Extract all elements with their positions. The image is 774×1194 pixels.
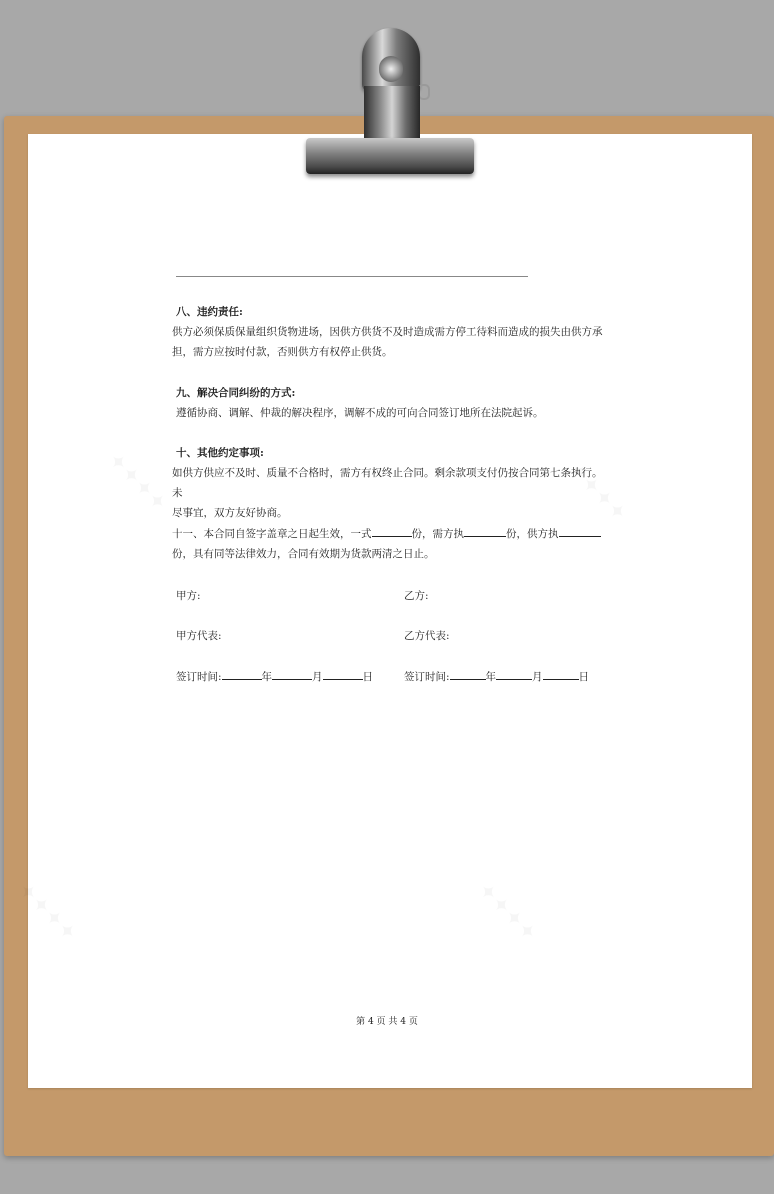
signature-parties-row	[176, 588, 616, 603]
document-page	[28, 134, 752, 1088]
clause-text: 份，需方执	[411, 528, 464, 540]
clause-text: 份，供方执	[506, 528, 559, 540]
section-line: 尽事宜，双方友好协商。	[172, 507, 288, 519]
page-number: 第 4 页 共 4 页	[356, 1017, 418, 1027]
supplier-copies-blank[interactable]	[559, 525, 601, 537]
year-label: 年	[261, 671, 273, 683]
month-blank[interactable]	[496, 668, 532, 680]
date-label: 签订时间:	[404, 671, 450, 683]
month-blank[interactable]	[272, 668, 312, 680]
month-label: 月	[532, 671, 543, 683]
signature-date-row	[176, 668, 616, 684]
buyer-copies-blank[interactable]	[464, 525, 506, 537]
divider-line	[176, 276, 528, 277]
year-label: 年	[485, 671, 497, 683]
day-blank[interactable]	[543, 668, 579, 680]
day-label: 日	[578, 671, 590, 683]
date-label: 签订时间:	[176, 671, 222, 683]
section-dispute-resolution	[172, 383, 612, 423]
section-line: 担，需方应按时付款，否则供方有权停止供货。	[172, 346, 393, 358]
day-blank[interactable]	[323, 668, 363, 680]
rep-a-label: 甲方代表:	[176, 630, 222, 642]
party-b-label: 乙方:	[404, 590, 429, 602]
year-blank[interactable]	[222, 668, 262, 680]
clip-neck	[364, 86, 420, 144]
clause-text: 份，具有同等法律效力，合同有效期为货款两清之日止。	[172, 548, 435, 560]
year-blank[interactable]	[450, 668, 486, 680]
section-heading: 十、其他约定事项:	[176, 447, 264, 459]
section-breach-liability	[172, 302, 612, 362]
date-group-a	[176, 671, 373, 683]
clause-text: 十一、本合同自签字盖章之日起生效，一式	[172, 528, 372, 540]
clip-base	[306, 138, 474, 174]
month-label: 月	[312, 671, 323, 683]
day-label: 日	[362, 671, 374, 683]
clip-hole	[379, 56, 403, 82]
section-other-terms	[172, 443, 612, 523]
copies-total-blank[interactable]	[372, 525, 412, 537]
section-heading: 八、违约责任:	[176, 306, 243, 318]
section-line: 如供方供应不及时、质量不合格时，需方有权终止合同。剩余款项支付仍按合同第七条执行。未	[172, 467, 603, 499]
section-line: 供方必须保质保量组织货物进场，因供方供货不及时造成需方停工待料而造成的损失由供方承	[172, 326, 603, 338]
signature-representatives-row	[176, 628, 616, 643]
section-heading: 九、解决合同纠纷的方式:	[176, 387, 296, 399]
section-effectiveness	[172, 524, 612, 564]
rep-b-label: 乙方代表:	[404, 630, 450, 642]
date-group-b	[404, 668, 589, 684]
party-a-label: 甲方:	[176, 590, 201, 602]
section-line: 遵循协商、调解、仲裁的解决程序，调解不成的可向合同签订地所在法院起诉。	[176, 407, 544, 419]
